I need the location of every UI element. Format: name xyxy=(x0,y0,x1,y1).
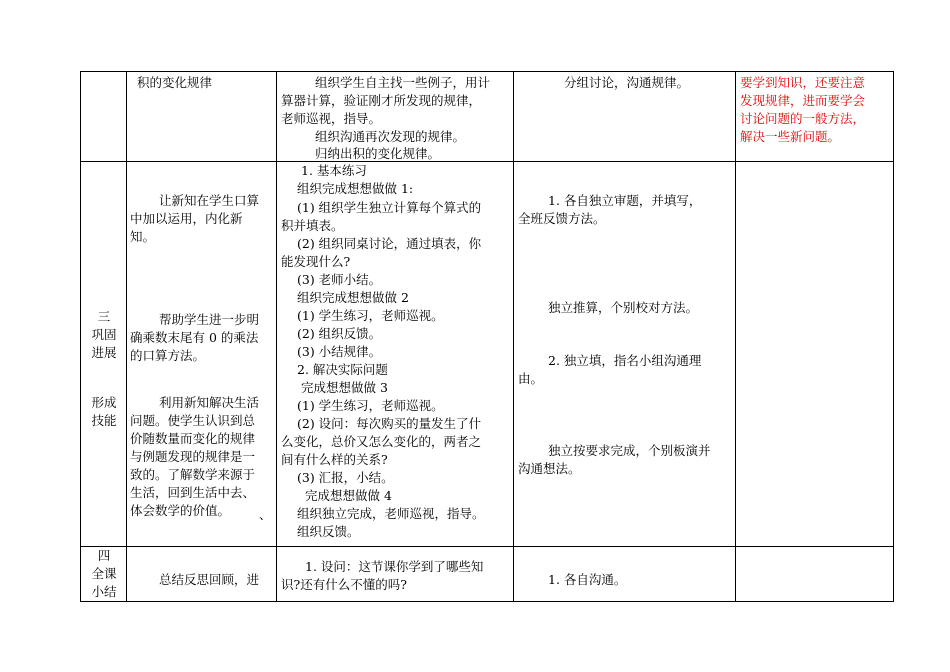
teacher-line: 能发现什么? xyxy=(281,254,351,269)
goal-text: 总结反思回顾，进 xyxy=(159,572,260,587)
goal-line: 与例题发现的规律是一 xyxy=(130,449,256,464)
teacher-line: 组织学生自主找一些例子，用计 xyxy=(315,75,491,90)
goal-line: 确乘数末尾有 0 的乘法 xyxy=(130,330,259,345)
teacher-line: (2) 组织反馈。 xyxy=(297,326,382,341)
note-line: 讨论问题的一般方法， xyxy=(740,111,866,126)
teacher-line: (3) 汇报，小结。 xyxy=(297,470,394,485)
goal-line: 利用新知解决生活 xyxy=(159,395,260,410)
teacher-cell xyxy=(277,162,514,547)
goal-line: 中加以运用，内化新 xyxy=(130,211,243,226)
teacher-line: (2) 组织同桌讨论，通过填表，你 xyxy=(297,236,482,251)
goal-cell xyxy=(127,547,277,602)
teacher-line: 组织独立完成，老师巡视，指导。 xyxy=(297,506,485,521)
stage-label: 四 xyxy=(97,548,111,563)
goal-line: 价随数量而变化的规律 xyxy=(130,431,256,446)
teacher-line: (1) 学生练习，老师巡视。 xyxy=(297,398,444,413)
teacher-line: 组织沟通再次发现的规律。 xyxy=(315,129,466,144)
goal-line: 体会数学的价值。 xyxy=(130,503,231,518)
teacher-line: 组织完成想想做做 1: xyxy=(297,181,414,196)
teacher-line: (3) 小结规律。 xyxy=(297,344,382,359)
student-line: 由。 xyxy=(518,371,544,386)
teacher-line: 1. 基本练习 xyxy=(301,163,367,178)
stage-label: 巩固 xyxy=(91,327,117,342)
teacher-cell xyxy=(277,72,514,162)
teacher-line: 2. 解决实际问题 xyxy=(297,362,388,377)
stage-label: 形成 xyxy=(91,395,117,410)
student-line: 全班反馈方法。 xyxy=(518,211,606,226)
note-cell xyxy=(736,547,894,602)
stage-label: 三 xyxy=(97,309,111,324)
teacher-line: 1. 设问：这节课你学到了哪些知 xyxy=(305,559,484,574)
goal-line: 帮助学生进一步明 xyxy=(159,312,260,327)
goal-line: 致的。了解数学来源于 xyxy=(130,467,256,482)
teacher-line: 完成想想做做 3 xyxy=(301,380,388,395)
teacher-line: (2) 设问：每次购买的量发生了什 xyxy=(297,416,482,431)
teacher-line: 识?还有什么不懂的吗? xyxy=(281,577,407,592)
stage-cell xyxy=(81,162,127,547)
student-line: 独立推算，个别校对方法。 xyxy=(548,300,699,315)
goal-line: 生活，回到生活中去、 xyxy=(130,485,256,500)
goal-cell xyxy=(127,162,277,547)
stage-label: 进展 xyxy=(91,345,117,360)
goal-line: 问题。使学生认识到总 xyxy=(130,413,256,428)
lesson-plan-table xyxy=(80,71,894,602)
goal-cell xyxy=(127,72,277,162)
note-cell xyxy=(736,72,894,162)
teacher-line: 组织完成想想做做 2 xyxy=(297,290,409,305)
goal-line: 知。 xyxy=(130,229,156,244)
teacher-line: 算器计算，验证刚才所发现的规律， xyxy=(281,93,482,108)
stage-label: 全课 xyxy=(91,566,117,581)
table-row xyxy=(81,162,894,547)
teacher-line: 间有什么样的关系? xyxy=(281,452,388,467)
stage-cell xyxy=(81,547,127,602)
stage-label: 小结 xyxy=(91,584,117,599)
note-line: 发现规律，进而要学会 xyxy=(740,93,866,108)
teacher-line: 么变化，总价又怎么变化的，两者之 xyxy=(281,434,482,449)
note-line: 解决一些新问题。 xyxy=(740,129,841,144)
teacher-line: 老师巡视，指导。 xyxy=(281,111,382,126)
student-line: 1. 各自独立审题，并填写， xyxy=(548,193,702,208)
note-cell xyxy=(736,162,894,547)
goal-text: 积的变化规律 xyxy=(137,75,213,90)
goal-line: 的口算方法。 xyxy=(130,348,206,363)
goal-line: 让新知在学生口算 xyxy=(159,193,260,208)
student-text: 1. 各自沟通。 xyxy=(548,572,627,587)
note-line: 要学到知识，还要注意 xyxy=(740,75,866,90)
student-cell xyxy=(514,162,736,547)
teacher-line: (1) 组织学生独立计算每个算式的 xyxy=(297,200,482,215)
stage-label: 技能 xyxy=(91,413,117,428)
stage-cell xyxy=(81,72,127,162)
student-line: 独立按要求完成，个别板演并 xyxy=(548,443,711,458)
student-line: 沟通想法。 xyxy=(518,461,581,476)
table-row xyxy=(81,72,894,162)
goal-mark: 、 xyxy=(259,507,272,522)
teacher-line: 归纳出积的变化规律。 xyxy=(315,146,441,161)
student-text: 分组讨论，沟通规律。 xyxy=(564,75,690,90)
teacher-line: 完成想想做做 4 xyxy=(305,488,392,503)
student-cell xyxy=(514,547,736,602)
student-line: 2. 独立填，指名小组沟通理 xyxy=(548,353,702,368)
table-row xyxy=(81,547,894,602)
teacher-cell xyxy=(277,547,514,602)
teacher-line: 组织反馈。 xyxy=(297,524,360,539)
teacher-line: (1) 学生练习，老师巡视。 xyxy=(297,308,444,323)
teacher-line: (3) 老师小结。 xyxy=(297,272,382,287)
teacher-line: 积并填表。 xyxy=(281,218,344,233)
student-cell xyxy=(514,72,736,162)
